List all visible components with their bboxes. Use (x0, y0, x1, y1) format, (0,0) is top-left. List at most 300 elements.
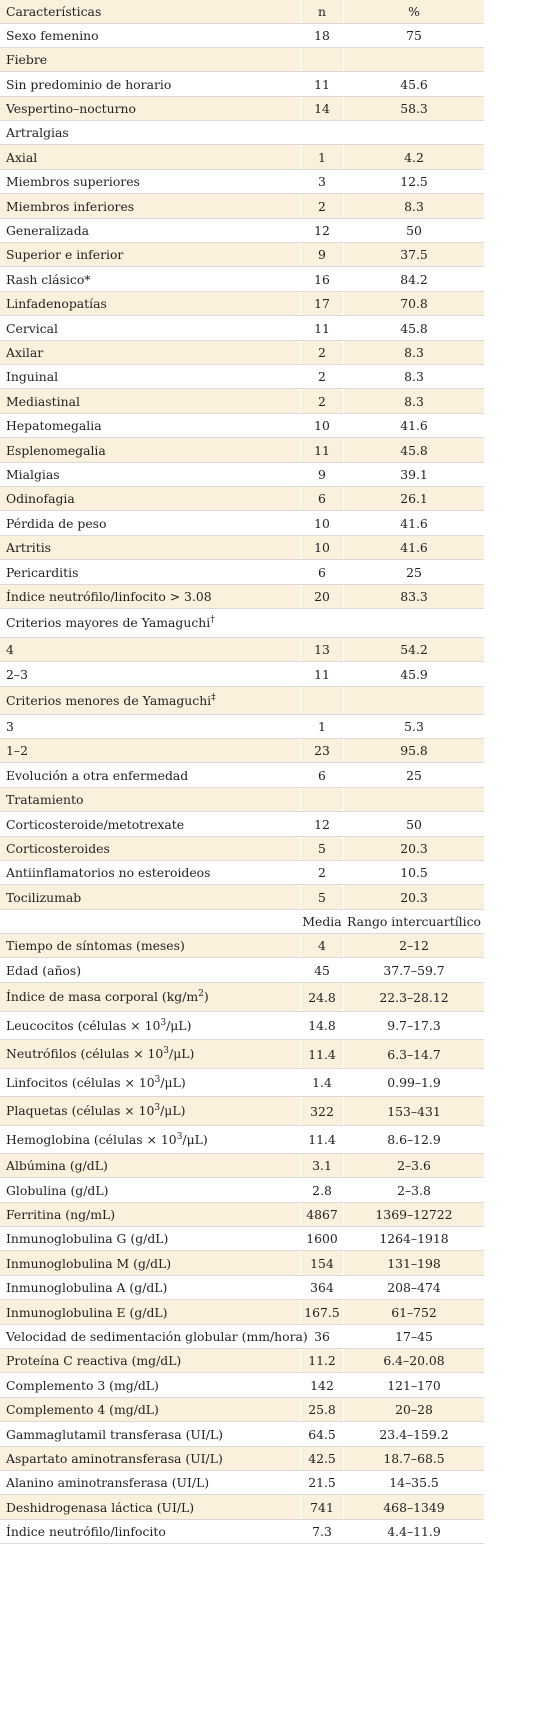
n-cell (301, 414, 344, 437)
table-row (0, 1251, 484, 1276)
table-row (0, 194, 484, 219)
characteristic-cell (0, 1447, 301, 1470)
label-text: Rash clásico* (6, 271, 91, 287)
label-text: Inmunoglobulina M (g/dL) (6, 1255, 172, 1271)
n-value: 6 (318, 767, 326, 783)
characteristic-cell (0, 1422, 301, 1446)
percent-cell (344, 560, 484, 584)
label-text: Cervical (6, 320, 58, 336)
table-row (0, 438, 484, 463)
n-value: 1600 (306, 1231, 338, 1246)
n-value: 14.8 (308, 1018, 336, 1033)
table-row (0, 1154, 484, 1178)
n-value: 364 (310, 1280, 334, 1295)
percent-value: 10.5 (400, 865, 428, 880)
characteristic-label (6, 467, 60, 482)
table-row (0, 121, 484, 145)
characteristic-cell (0, 1398, 301, 1421)
percent-value: 1264–1918 (379, 1231, 449, 1246)
table-row (0, 812, 484, 837)
footnote-marker: 3 (154, 1074, 161, 1085)
label-text: Hemoglobina (células × 10 (6, 1132, 177, 1148)
n-cell (301, 1097, 344, 1125)
percent-value: 50 (406, 223, 422, 238)
characteristic-cell (0, 885, 301, 909)
characteristic-label (6, 52, 47, 67)
n-cell (301, 1447, 344, 1470)
n-value: 11 (314, 442, 330, 458)
label-text: Velocidad de sedimentación globular (mm/hora) (6, 1329, 308, 1344)
percent-value: 4.2 (404, 149, 424, 165)
percent-value: 83.3 (400, 589, 428, 604)
table-row (0, 316, 484, 341)
label-suffix: /μL) (182, 1132, 208, 1148)
n-cell (301, 1398, 344, 1421)
n-value: 10 (314, 418, 330, 433)
percent-cell (344, 861, 484, 884)
n-cell (301, 609, 344, 637)
percent-cell (344, 910, 484, 933)
table-row (0, 1447, 484, 1471)
table-row (0, 560, 484, 585)
table-row (0, 267, 484, 292)
percent-cell (344, 341, 484, 364)
n-value: Media (302, 914, 342, 929)
percent-cell (344, 511, 484, 535)
percent-value: 14–35.5 (389, 1475, 439, 1490)
label-text: Criterios menores de Yamaguchi (6, 693, 212, 709)
characteristic-cell (0, 763, 301, 787)
percent-cell (344, 438, 484, 462)
characteristic-cell (0, 788, 301, 811)
characteristic-cell (0, 243, 301, 266)
label-text: Pérdida de peso (6, 515, 107, 531)
n-value: 11 (314, 76, 330, 92)
table-row (0, 1276, 484, 1300)
characteristic-cell (0, 1276, 301, 1299)
label-text: 2–3 (6, 666, 28, 682)
percent-cell (344, 662, 484, 686)
percent-value: 2–3.8 (397, 1182, 431, 1198)
label-text: 1–2 (6, 743, 28, 758)
n-cell (301, 1251, 344, 1275)
footnote-marker: ‡ (211, 692, 216, 703)
label-text: Hepatomegalia (6, 418, 102, 433)
n-cell (301, 1471, 344, 1494)
percent-cell (344, 1040, 484, 1068)
characteristic-label (6, 150, 37, 165)
n-value: 11.2 (308, 1353, 336, 1368)
characteristic-label (6, 693, 216, 708)
n-cell (301, 1300, 344, 1324)
percent-value: 37.5 (400, 247, 428, 262)
n-value: 3 (318, 174, 326, 189)
percent-cell (344, 414, 484, 437)
label-text: Artritis (6, 540, 52, 555)
label-text: Vespertino–nocturno (6, 101, 136, 116)
table-row (0, 687, 484, 715)
characteristic-cell (0, 24, 301, 47)
label-text: Artralgias (6, 125, 69, 140)
characteristic-cell (0, 1349, 301, 1372)
characteristic-cell (0, 389, 301, 413)
percent-value: 70.8 (400, 296, 428, 311)
n-cell (301, 292, 344, 315)
percent-cell (344, 97, 484, 120)
percent-cell (344, 267, 484, 291)
n-cell (301, 1325, 344, 1348)
n-value: 18 (314, 28, 330, 43)
n-cell (301, 910, 344, 933)
percent-cell (344, 121, 484, 144)
percent-value: 131–198 (387, 1255, 441, 1271)
table-row (0, 145, 484, 170)
n-value: 11.4 (308, 1046, 336, 1062)
n-value: 11.4 (308, 1132, 336, 1147)
n-cell (301, 267, 344, 291)
characteristic-label (6, 890, 81, 905)
characteristic-label (6, 1231, 168, 1246)
label-text: 4 (6, 642, 14, 657)
n-cell (301, 1227, 344, 1250)
label-text: Corticosteroide/metotrexate (6, 816, 185, 832)
percent-value: 50 (406, 816, 422, 832)
characteristic-cell (0, 145, 301, 169)
percent-value: 121–170 (387, 1377, 441, 1393)
table-row (0, 958, 484, 983)
characteristic-cell (0, 97, 301, 120)
percent-value: 4.4–11.9 (387, 1524, 441, 1539)
label-text: Antiinflamatorios no esteroideos (6, 865, 211, 880)
label-suffix: /μL) (169, 1046, 195, 1062)
table-row (0, 1097, 484, 1126)
characteristic-label (6, 1046, 194, 1061)
n-cell (301, 24, 344, 47)
label-text: Complemento 4 (mg/dL) (6, 1402, 159, 1417)
label-suffix: /μL) (166, 1018, 192, 1034)
table-header-row (0, 0, 484, 24)
percent-value: 22.3–28.12 (379, 989, 449, 1005)
characteristic-label (6, 369, 58, 384)
characteristic-cell (0, 1154, 301, 1177)
n-cell (301, 121, 344, 144)
percent-cell (344, 194, 484, 218)
n-cell (301, 194, 344, 218)
table-row (0, 365, 484, 389)
n-cell (301, 585, 344, 608)
table-row (0, 1178, 484, 1203)
percent-cell (344, 958, 484, 982)
n-cell (301, 487, 344, 510)
percent-value: 8.3 (404, 393, 424, 409)
percent-value: 39.1 (400, 467, 428, 482)
percent-cell (344, 316, 484, 340)
characteristic-label (6, 1500, 194, 1515)
characteristic-label (6, 1378, 159, 1393)
characteristic-label (6, 1280, 167, 1295)
characteristic-label (6, 667, 28, 682)
percent-cell (344, 243, 484, 266)
characteristic-cell (0, 609, 301, 637)
table-row (0, 243, 484, 267)
percent-cell (344, 1178, 484, 1202)
characteristic-cell (0, 662, 301, 686)
characteristic-label (6, 865, 211, 880)
label-text: Mialgias (6, 467, 60, 482)
table-row (0, 1012, 484, 1040)
footnote-marker: 3 (154, 1103, 161, 1114)
n-value: 11 (314, 666, 330, 682)
percent-cell (344, 536, 484, 559)
percent-value: 25 (406, 564, 422, 580)
characteristic-label (6, 1329, 308, 1344)
percent-value: 0.99–1.9 (387, 1075, 441, 1090)
n-value: 3.1 (312, 1158, 332, 1173)
n-value: 741 (310, 1499, 334, 1515)
percent-cell (344, 292, 484, 315)
label-text: Generalizada (6, 223, 90, 238)
characteristic-label (6, 223, 89, 238)
percent-cell (344, 739, 484, 762)
n-value: 14 (314, 101, 330, 116)
percent-cell (344, 934, 484, 957)
n-value: 142 (310, 1377, 334, 1393)
percent-value: 75 (406, 28, 422, 43)
characteristic-cell (0, 1012, 301, 1039)
characteristic-cell (0, 1097, 301, 1125)
characteristic-label (6, 28, 99, 43)
n-value: 9 (318, 467, 326, 482)
characteristic-cell (0, 365, 301, 388)
table-row (0, 585, 484, 609)
n-value: 25.8 (308, 1402, 336, 1417)
table-row (0, 638, 484, 662)
n-cell (301, 983, 344, 1011)
n-cell (301, 243, 344, 266)
characteristic-cell (0, 1227, 301, 1250)
characteristic-label (6, 1475, 209, 1490)
label-text: Superior e inferior (6, 247, 124, 262)
n-cell (301, 219, 344, 242)
characteristic-label (6, 1132, 208, 1147)
percent-value: 84.2 (400, 271, 428, 287)
percent-value: 8.3 (404, 345, 424, 360)
label-text: Sin predominio de horario (6, 76, 172, 92)
percent-cell (344, 487, 484, 510)
label-text: Plaquetas (células × 10 (6, 1103, 155, 1119)
n-cell (301, 48, 344, 71)
n-value: 16 (314, 271, 330, 287)
percent-value: 37.7–59.7 (383, 962, 445, 978)
characteristic-cell (0, 316, 301, 340)
label-text: Inmunoglobulina A (g/dL) (6, 1280, 168, 1295)
n-cell (301, 1203, 344, 1226)
percent-cell (344, 1447, 484, 1470)
n-value: 12 (314, 816, 330, 832)
characteristic-label (6, 1524, 166, 1539)
percent-cell (344, 145, 484, 169)
characteristic-label (6, 345, 43, 360)
percent-cell (344, 1203, 484, 1226)
percent-value: 2–3.6 (397, 1158, 431, 1173)
percent-cell (344, 1398, 484, 1421)
table-row (0, 536, 484, 560)
n-value: 1 (318, 149, 326, 165)
n-cell (301, 885, 344, 909)
label-text: Sexo femenino (6, 28, 99, 43)
characteristic-label (6, 1353, 181, 1368)
characteristic-cell (0, 511, 301, 535)
label-text: Miembros inferiores (6, 198, 135, 214)
table-row (0, 662, 484, 687)
characteristic-label (6, 1256, 171, 1271)
percent-value: 6.3–14.7 (387, 1046, 441, 1062)
characteristic-cell (0, 219, 301, 242)
table-row (0, 715, 484, 739)
percent-value: 18.7–68.5 (383, 1451, 445, 1466)
percent-value: 20–28 (395, 1402, 433, 1417)
table-row (0, 24, 484, 48)
n-value: 6 (318, 564, 326, 580)
footnote-marker: † (210, 615, 215, 626)
n-cell (301, 365, 344, 388)
characteristic-label (6, 1305, 167, 1320)
characteristic-label (6, 516, 106, 531)
n-value: 21.5 (308, 1475, 336, 1490)
label-text: Deshidrogenasa láctica (UI/L) (6, 1499, 195, 1515)
table-row (0, 934, 484, 958)
characteristic-label (6, 101, 136, 116)
characteristic-cell (0, 1203, 301, 1226)
percent-value: 8.6–12.9 (387, 1132, 441, 1147)
percent-value: 20.3 (400, 841, 428, 856)
characteristic-cell (0, 194, 301, 218)
percent-cell (344, 365, 484, 388)
characteristic-label (6, 719, 14, 734)
n-cell (301, 97, 344, 120)
percent-value: Rango intercuartílico (347, 914, 481, 929)
label-text: Complemento 3 (mg/dL) (6, 1377, 159, 1393)
table-row (0, 389, 484, 414)
percent-cell (344, 1349, 484, 1372)
label-text: Miembros superiores (6, 174, 140, 189)
table-row (0, 219, 484, 243)
characteristic-cell (0, 1495, 301, 1519)
n-value: 45 (314, 962, 330, 978)
characteristic-label (6, 963, 81, 978)
characteristic-label (6, 768, 188, 783)
characteristic-cell (0, 812, 301, 836)
percent-cell (344, 763, 484, 787)
percent-cell (344, 837, 484, 860)
characteristic-label (6, 296, 107, 311)
characteristic-label (6, 817, 184, 832)
percent-cell (344, 1227, 484, 1250)
characteristic-cell (0, 487, 301, 510)
percent-cell (344, 1126, 484, 1153)
table-row (0, 1325, 484, 1349)
label-text: Índice neutrófilo/linfocito (6, 1524, 166, 1539)
percent-value: 45.9 (400, 666, 428, 682)
percent-value: 61–752 (391, 1304, 437, 1320)
table-row (0, 97, 484, 121)
table-row (0, 739, 484, 763)
n-cell (301, 1520, 344, 1543)
percent-value: 8.3 (404, 369, 424, 384)
table-row (0, 1069, 484, 1097)
label-text: Inmunoglobulina G (g/dL) (6, 1231, 169, 1246)
table-row (0, 1040, 484, 1069)
n-cell (301, 1012, 344, 1039)
percent-value: 54.2 (400, 642, 428, 657)
percent-value: 25 (406, 767, 422, 783)
characteristic-cell (0, 170, 301, 193)
label-text: Índice neutrófilo/linfocito > 3.08 (6, 589, 212, 604)
percent-cell (344, 1097, 484, 1125)
characteristic-label (6, 1183, 108, 1198)
characteristic-label (6, 491, 75, 506)
characteristic-label (6, 418, 102, 433)
footnote-marker: 3 (160, 1017, 167, 1028)
n-cell (301, 1422, 344, 1446)
characteristic-label (6, 394, 80, 409)
n-cell (301, 739, 344, 762)
n-cell (301, 715, 344, 738)
n-cell (301, 763, 344, 787)
percent-value: 58.3 (400, 101, 428, 116)
percent-cell (344, 170, 484, 193)
n-value: 1 (318, 719, 326, 734)
label-text: Características (6, 4, 102, 19)
characteristic-label (6, 540, 51, 555)
n-cell (301, 438, 344, 462)
n-value: 11 (314, 320, 330, 336)
n-value: 7.3 (312, 1524, 332, 1539)
percent-cell (344, 24, 484, 47)
table-row (0, 1126, 484, 1154)
label-text: Esplenomegalia (6, 442, 106, 458)
percent-cell (344, 585, 484, 608)
characteristic-cell (0, 292, 301, 315)
label-text: Pericarditis (6, 564, 79, 580)
n-cell (301, 1126, 344, 1153)
label-text: Axilar (6, 345, 44, 360)
characteristic-cell (0, 910, 301, 933)
label-text: Corticosteroides (6, 841, 110, 856)
n-value: 1.4 (312, 1075, 332, 1090)
n-cell (301, 1495, 344, 1519)
n-value: 12 (314, 223, 330, 238)
n-cell (301, 1276, 344, 1299)
table-row (0, 487, 484, 511)
n-value: 2 (318, 865, 326, 880)
characteristic-label (6, 1402, 159, 1417)
table-row (0, 1495, 484, 1520)
table-row (0, 609, 484, 638)
n-cell (301, 812, 344, 836)
label-text: Alanino aminotransferasa (UI/L) (6, 1475, 210, 1490)
n-value: 4867 (306, 1207, 338, 1222)
n-cell (301, 145, 344, 169)
percent-cell (344, 1373, 484, 1397)
percent-value: 8.3 (404, 198, 424, 214)
n-value: 42.5 (308, 1451, 336, 1466)
n-cell (301, 511, 344, 535)
characteristic-cell (0, 715, 301, 738)
label-text: Proteína C reactiva (mg/dL) (6, 1353, 182, 1368)
percent-value: 20.3 (400, 889, 428, 905)
characteristic-cell (0, 1325, 308, 1348)
